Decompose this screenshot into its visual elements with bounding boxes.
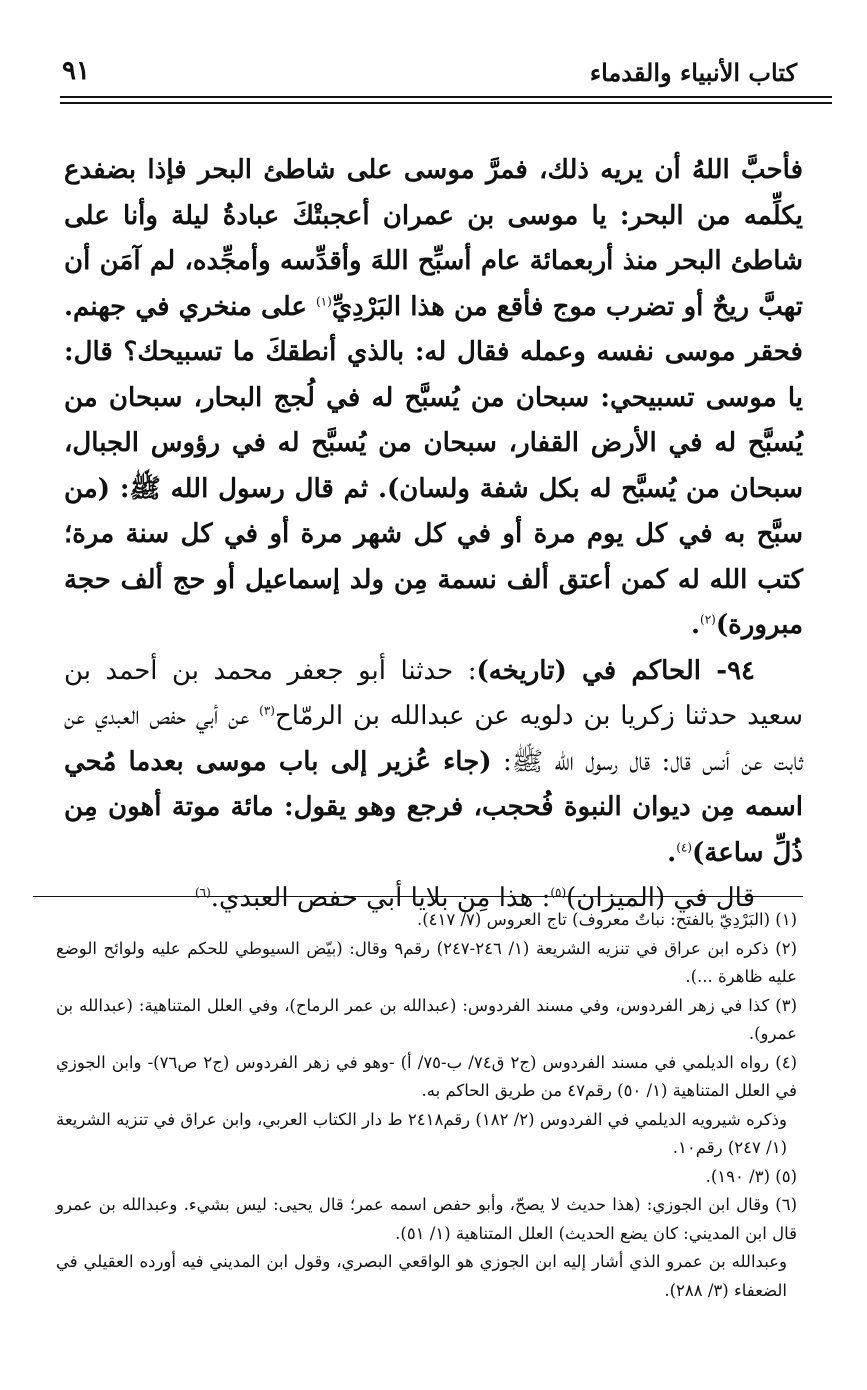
footnote-2: (٢) ذكره ابن عراق في تنزيه الشريعة (١/ ٢٤٦-٢٤٧) رقم٩ وقال: (بيّض السيوطي للحكم عليه ولوائح الوضع عليه ظاهرة ...).	[56, 938, 797, 986]
footnote-3: (٣) كذا في زهر الفردوس، وفي مسند الفردوس: (عبدالله بن عمر الرماح)، وفي العلل المتناهية: (عبدالله بن عمرو).	[56, 995, 797, 1043]
footnote-6: (٦) وقال ابن الجوزي: (هذا حديث لا يصحّ، وأبو حفص اسمه عمر؛ قال يحيى: ليس بشيء. وعبدالله بن عمرو قال ابن المديني: كان يضع الحديث) العلل المتناهية (١/ ٥١).	[56, 1195, 797, 1243]
isnad-text-1: : حدثنا أبو جعفر محمد بن أحمد بن سعيد حدثنا زكريا بن دلويه عن عبدالله بن الرمّاح	[64, 655, 803, 731]
footnote-ref-6: (٦)	[194, 885, 211, 900]
footnote-1: (١) (البَرْدِيّ بالفتح: نباتٌ معروف) تاج العروس (٧/ ٤١٧).	[416, 910, 797, 929]
running-title: كتاب الأنبياء والقدماء	[589, 58, 797, 87]
footnote-ref-4: (٤)	[676, 839, 693, 854]
footnote-ref-2: (٢)	[700, 612, 716, 627]
page-number: ٩١	[62, 56, 90, 86]
footnote-4: (٤) رواه الديلمي في مسند الفردوس (ج٢ ق٧٤/ ب-٧٥/ أ) -وهو في زهر الفردوس (ج٢ ص٧٦)- وابن الجوزي في العلل المتناهية (١/ ٥٠) رقم٤٧ من طريق الحاكم به.	[56, 1052, 797, 1100]
main-text	[64, 148, 803, 922]
paragraph-story	[64, 148, 803, 649]
hadith-number-label: ٩٤- الحاكم في (تاريخه)	[476, 655, 755, 686]
story-end: .	[690, 610, 701, 640]
header-rule	[60, 96, 832, 98]
story-text-2: على منخري في جهنم. فحقر موسى نفسه وعمله فقال له: بالذي أنطقكَ ما تسبيحك؟ قال: يا موسى تسبيحي: سبحان من يُسبَّح له في لُجج البحار، سبحان من يُسبَّح له في الأرض القفار، سبحان من يُسبَّح له في رؤوس الجبال، سبحان من يُسبَّح له بكل شفة ولسان	[64, 291, 803, 504]
footnote-ref-3: (٣)	[259, 703, 275, 718]
story-text-1: فأحبَّ اللهُ أن يريه ذلك، فمرَّ موسى على شاطئ البحر فإذا بضفدع يكلِّمه من البحر: يا موسى بن عمران أعجبتْكَ عبادةُ ليلة وأنا على شاطئ البحر منذ أربعمائة عام أسبِّح اللهَ وأقدِّسه وأمجِّده، لم آمَن أن تهبَّ ريحٌ أو تضرب موج فأقع من هذا البَرْدِيِّ	[64, 155, 804, 322]
story-text-3: ). ثم قال رسول الله ﷺ: (من سبَّح به في كل يوم مرة أو في كل شهر مرة أو في كل سنة مرة؛ كتب الله له كمن أعتق ألف نسمة مِن ولد إسماعيل أو حج ألف حجة مبرورة)	[64, 473, 803, 640]
footnotes	[56, 906, 803, 1305]
footnote-5: (٥) (٣/ ١٩٠).	[705, 1166, 797, 1186]
mizan-text-2: : هذا مِن بلايا أبي حفص العبدي.	[210, 883, 551, 913]
hadith-end: .	[667, 837, 677, 868]
footnote-ref-1: (١)	[315, 293, 332, 308]
mizan-text-1: قال في (الميزان)	[566, 883, 755, 913]
footnote-separator	[33, 896, 803, 897]
footnote-6-continued: وعبدالله بن عمرو الذي أشار إليه ابن الجوزي هو الواقعي البصري، وقول ابن المديني فيه أورده العقيلي في الضعفاء (٣/ ٢٨٨).	[56, 1252, 787, 1300]
isnad-text-2: عن أبي حفص العبدي عن ثابت عن أنس قال: قال رسول الله ﷺ:	[64, 701, 803, 777]
paragraph-hadith-94	[64, 649, 803, 877]
header-rule-double	[60, 102, 832, 104]
hadith-matn: (جاء عُزير إلى باب موسى بعدما مُحي اسمه مِن ديوان النبوة فُحجب، فرجع وهو يقول: مائة موتة أهون مِن ذُلِّ ساعة)	[64, 746, 803, 868]
footnote-ref-5: (٥)	[550, 885, 567, 900]
footnote-4-continued: وذكره شيرويه الديلمي في الفردوس (٢/ ١٨٢) رقم٢٤١٨ ط دار الكتاب العربي، وابن عراق في تنزيه الشريعة (١/ ٢٤٧) رقم١٠.	[56, 1109, 787, 1157]
